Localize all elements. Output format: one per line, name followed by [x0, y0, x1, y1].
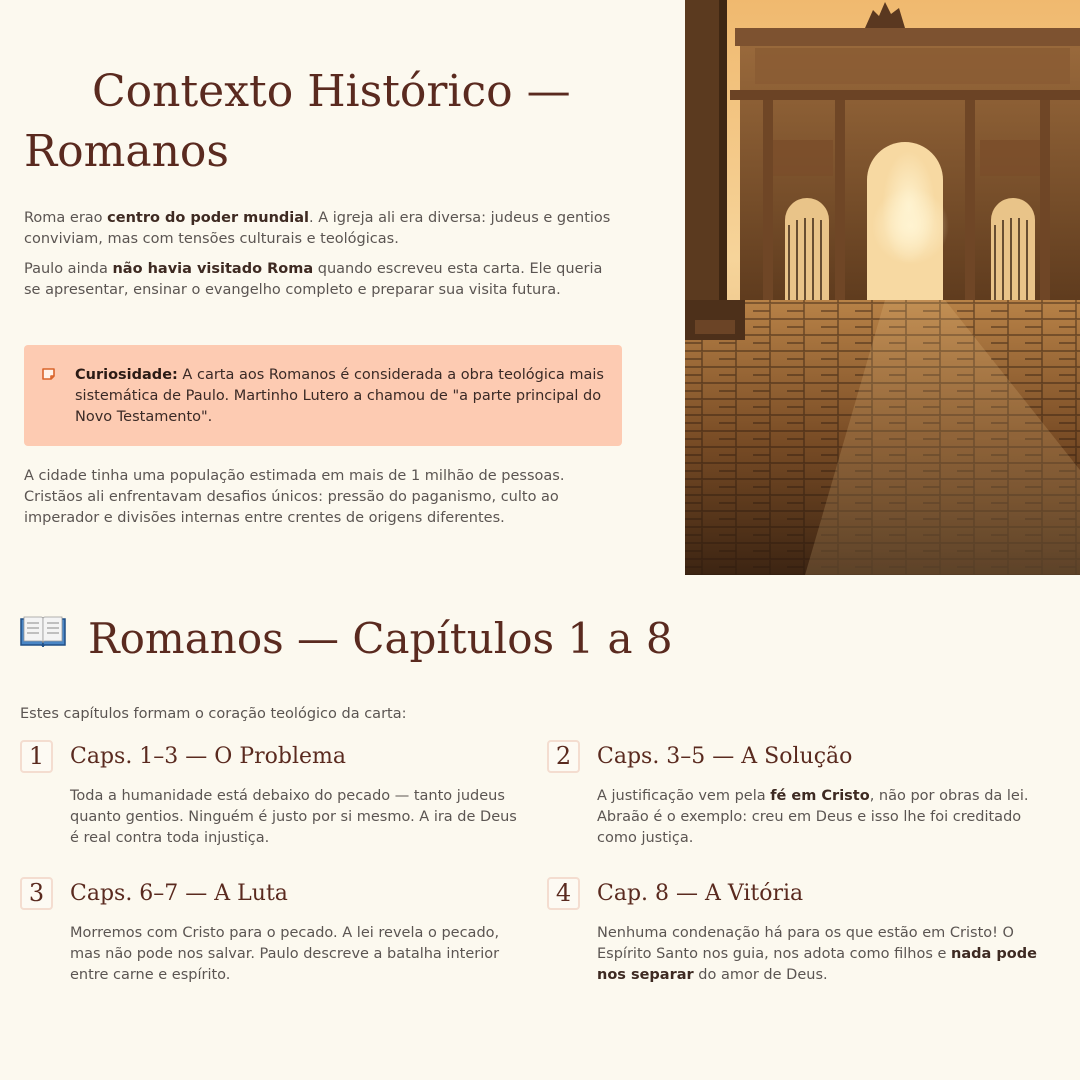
title-line-1: Contexto Histórico —	[92, 66, 571, 117]
callout-body: A carta aos Romanos é considerada a obra teológica mais sistemática de Paulo. Martinho Lutero a chamou de "a parte principal do Novo Testamento".	[75, 367, 604, 425]
callout-label: Curiosidade:	[75, 367, 178, 383]
context-paragraph-3: A cidade tinha uma população estimada em mais de 1 milhão de pessoas. Cristãos ali enfrentavam desafios únicos: pressão do paganismo, culto ao imperador e divisões internas entre crentes de origens diferentes.	[24, 468, 565, 526]
section-title-context	[24, 62, 644, 182]
callout-text	[75, 365, 605, 428]
chapter-text-part: Nenhuma condenação há para os que estão em Cristo! O Espírito Santo nos guia, nos adota como filhos e	[597, 925, 1014, 962]
roman-arch-photo	[685, 0, 1080, 575]
paragraph-text: Roma erao	[24, 210, 108, 226]
chapter-heading: Cap. 8 — A Vitória	[597, 881, 804, 906]
paragraph-bold: centro do poder mundial	[107, 210, 310, 226]
chapters-intro: Estes capítulos formam o coração teológico da carta:	[20, 706, 407, 722]
chapter-heading: Caps. 6–7 — A Luta	[70, 881, 288, 906]
chapter-heading: Caps. 3–5 — A Solução	[597, 744, 853, 769]
note-icon	[41, 366, 57, 382]
title-line-2: Romanos	[24, 126, 229, 177]
paragraph-text: . A igreja ali era diversa: judeus e gentios conviviam, mas com tensões culturais e teológicas.	[24, 210, 611, 247]
chapter-text-part: do amor de Deus.	[693, 967, 828, 983]
chapter-text-part: A justificação vem pela	[597, 788, 771, 804]
chapter-text	[70, 923, 530, 986]
chapter-number-badge: 1	[20, 740, 53, 773]
open-book-icon	[19, 613, 67, 651]
chapter-number-badge: 4	[547, 877, 580, 910]
context-paragraph-1	[24, 208, 614, 250]
chapter-text-part: , não por obras da lei. Abraão é o exemplo: creu em Deus e isso lhe foi creditado como justiça.	[597, 788, 1029, 846]
chapter-number-badge: 3	[20, 877, 53, 910]
paragraph-text: quando escreveu esta carta. Ele queria se apresentar, ensinar o evangelho completo e preparar sua visita futura.	[24, 261, 603, 298]
curiosity-callout	[24, 345, 622, 446]
chapter-text-bold: fé em Cristo	[770, 788, 870, 804]
chapter-heading: Caps. 1–3 — O Problema	[70, 744, 346, 769]
paragraph-text: Paulo ainda	[24, 261, 113, 277]
paragraph-bold: não havia visitado Roma	[112, 261, 314, 277]
section-title-chapters: Romanos — Capítulos 1 a 8	[88, 614, 673, 663]
chapter-text-part: Toda a humanidade está debaixo do pecado — tanto judeus quanto gentios. Ninguém é justo por si mesmo. A ira de Deus é real contra toda injustiça.	[70, 788, 517, 846]
chapter-text	[597, 923, 1057, 986]
chapter-text-part: Morremos com Cristo para o pecado. A lei revela o pecado, mas não pode nos salvar. Paulo descreve a batalha interior entre carne e espírito.	[70, 925, 500, 983]
chapter-text	[70, 786, 530, 849]
chapter-number-badge: 2	[547, 740, 580, 773]
chapter-text	[597, 786, 1057, 849]
context-paragraph-2	[24, 259, 614, 301]
chapter-text-bold: nada pode nos separar	[597, 946, 1037, 983]
